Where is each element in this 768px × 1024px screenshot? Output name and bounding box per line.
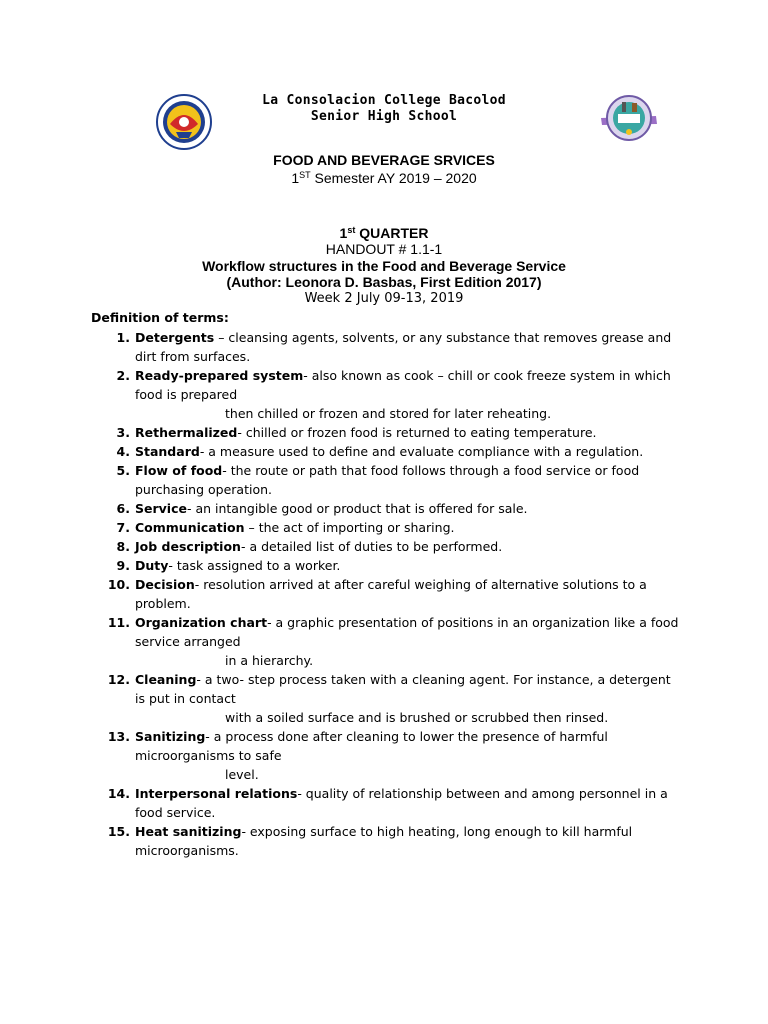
definition-term: Detergents [135, 330, 215, 345]
handout-author: (Author: Leonora D. Basbas, First Edition 2017) [226, 274, 542, 290]
tvl-strand-logo [598, 92, 660, 144]
course-title: FOOD AND BEVERAGE SRVICES [273, 152, 495, 168]
definition-term: Decision [135, 577, 195, 592]
definition-term: Rethermalized [135, 425, 238, 440]
definition-term: Interpersonal relations [135, 786, 298, 801]
definitions-list [0, 328, 768, 860]
semester-line [0, 170, 768, 186]
definition-term: Service [135, 501, 187, 516]
definition-item [0, 784, 683, 822]
definition-item [0, 499, 683, 518]
definition-item [0, 537, 683, 556]
definition-text: - a two- step process taken with a cleaning agent. For instance, a detergent is put in contact [135, 672, 671, 706]
item-number: 9. [116, 558, 130, 573]
definition-text: - quality of relationship between and among personnel in a food service. [135, 786, 668, 820]
definition-item [0, 670, 683, 727]
item-number: 1. [116, 330, 130, 345]
definition-term: Standard [135, 444, 200, 459]
definition-term: Cleaning [135, 672, 197, 687]
definition-text: – the act of importing or sharing. [244, 520, 455, 535]
definition-item [0, 442, 683, 461]
item-number: 13. [107, 729, 130, 744]
definition-term: Job description [135, 539, 241, 554]
definition-item [0, 575, 683, 613]
item-number: 4. [116, 444, 130, 459]
definitions-heading: Definition of terms: [91, 310, 229, 325]
definition-item [0, 727, 683, 784]
item-number: 3. [116, 425, 130, 440]
item-number: 11. [107, 615, 130, 630]
definition-item [0, 366, 683, 423]
quarter-number: 1 [339, 225, 348, 241]
definition-item [0, 328, 683, 366]
school-department: Senior High School [310, 109, 458, 124]
item-number: 14. [107, 786, 130, 801]
definition-term: Ready-prepared system [135, 368, 304, 383]
item-number: 6. [116, 501, 130, 516]
item-number: 7. [116, 520, 130, 535]
item-number: 2. [116, 368, 130, 383]
semester-text: Semester AY 2019 – 2020 [310, 170, 477, 186]
week-date: Week 2 July 09-13, 2019 [304, 291, 464, 306]
quarter-ordinal: st [347, 225, 356, 235]
definition-text: - a measure used to define and evaluate compliance with a regulation. [199, 444, 644, 459]
handout-number: HANDOUT # 1.1-1 [325, 241, 443, 257]
semester-number: 1 [291, 170, 300, 186]
definition-continuation: level. [225, 767, 259, 782]
definition-text: - an intangible good or product that is offered for sale. [186, 501, 528, 516]
definition-continuation: then chilled or frozen and stored for later reheating. [225, 406, 552, 421]
definition-continuation: in a hierarchy. [225, 653, 314, 668]
item-number: 5. [116, 463, 130, 478]
definition-text: - a detailed list of duties to be performed. [240, 539, 503, 554]
item-number: 12. [107, 672, 130, 687]
definition-item [0, 423, 683, 442]
definition-term: Flow of food [135, 463, 223, 478]
definition-item [0, 613, 683, 670]
definition-text: - the route or path that food follows through a food service or food purchasing operation. [135, 463, 640, 497]
item-number: 15. [107, 824, 130, 839]
definition-continuation: with a soiled surface and is brushed or scrubbed then rinsed. [225, 710, 609, 725]
item-number: 10. [107, 577, 130, 592]
definition-text: - a graphic presentation of positions in an organization like a food service arranged [135, 615, 679, 649]
definition-term: Sanitizing [135, 729, 206, 744]
definition-text: - resolution arrived at after careful weighing of alternative solutions to a problem. [135, 577, 647, 611]
definition-item [0, 822, 683, 860]
definition-term: Duty [135, 558, 169, 573]
definition-text: - exposing surface to high heating, long enough to kill harmful microorganisms. [135, 824, 633, 858]
handout-topic: Workflow structures in the Food and Beverage Service [202, 258, 566, 274]
definition-item [0, 518, 683, 537]
definition-text: - also known as cook – chill or cook freeze system in which food is prepared [135, 368, 671, 402]
quarter-text: QUARTER [355, 225, 429, 241]
definition-term: Communication [135, 520, 245, 535]
definition-text: - a process done after cleaning to lower the presence of harmful microorganisms to safe [135, 729, 608, 763]
quarter-heading [0, 225, 768, 241]
definition-item [0, 556, 683, 575]
definition-term: Heat sanitizing [135, 824, 242, 839]
definition-term: Organization chart [135, 615, 268, 630]
definition-text: - task assigned to a worker. [168, 558, 341, 573]
definition-text: – cleansing agents, solvents, or any substance that removes grease and dirt from surfaces. [135, 330, 672, 364]
definition-text: - chilled or frozen food is returned to eating temperature. [237, 425, 597, 440]
school-name: La Consolacion College Bacolod [262, 93, 506, 108]
item-number: 8. [116, 539, 130, 554]
semester-ordinal: ST [299, 170, 311, 180]
definition-item [0, 461, 683, 499]
